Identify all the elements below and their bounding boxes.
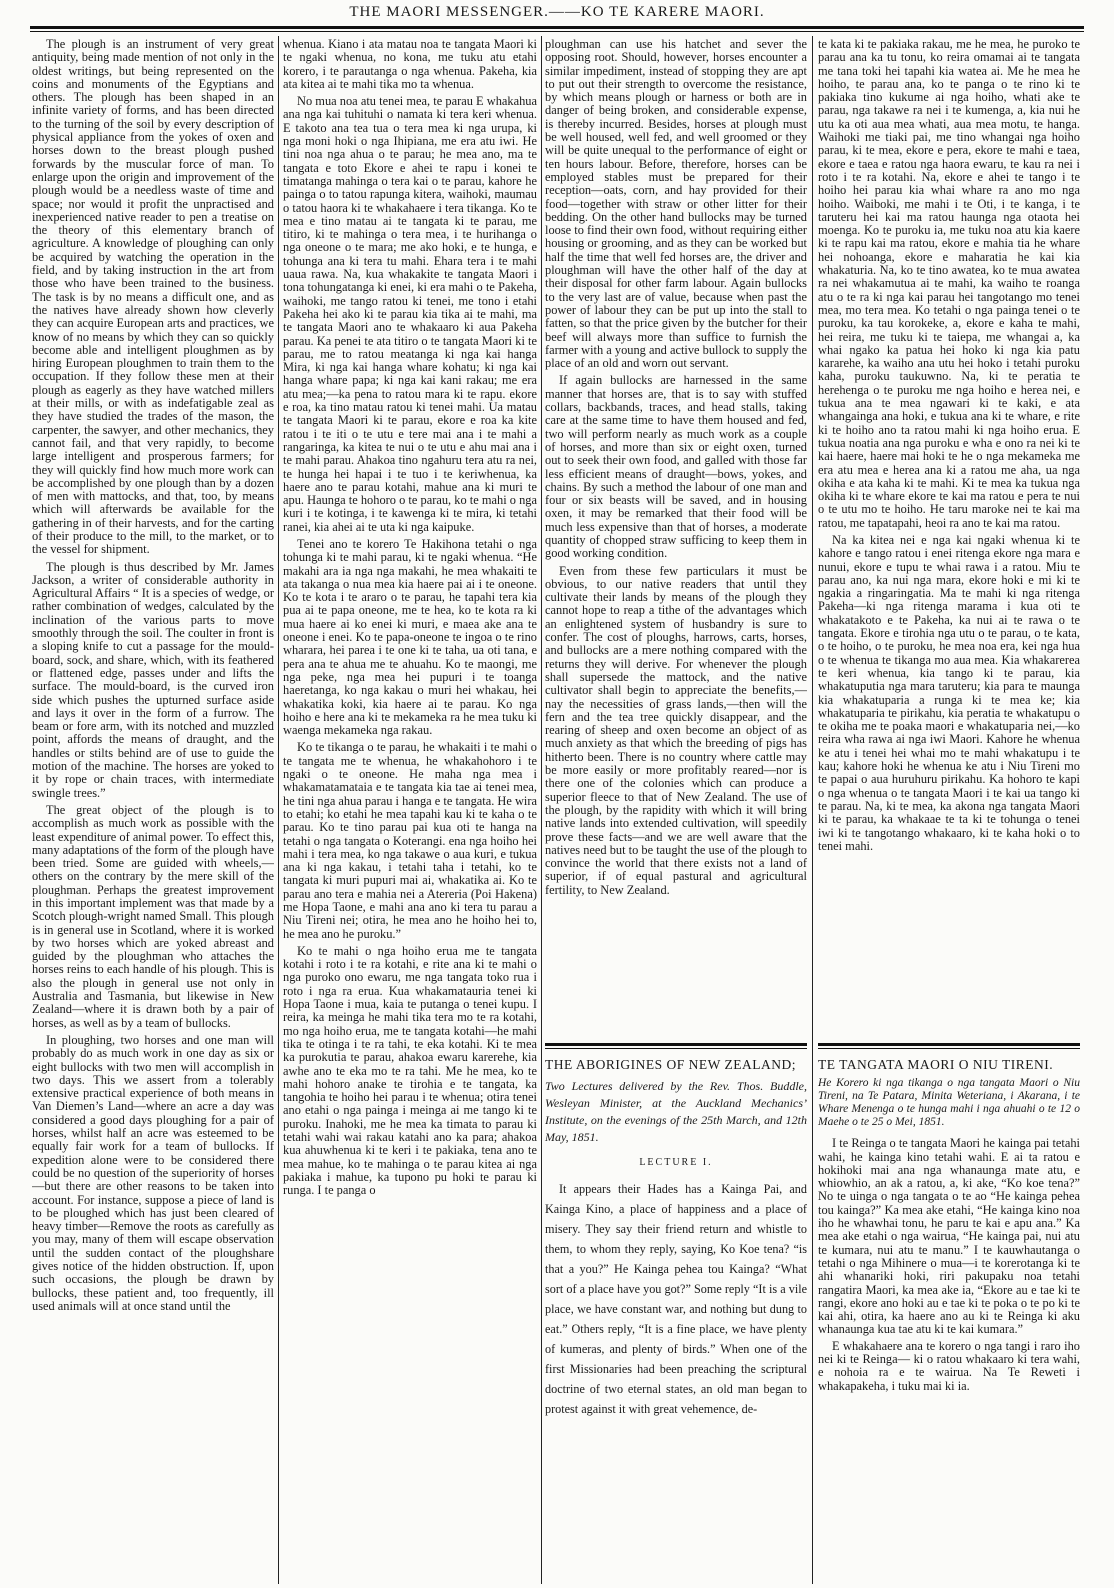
tangata-maori-article (818, 1058, 1080, 1393)
paragraph: Na ka kitea nei e nga kai ngaki whenua ki te kahore e tango ratou i enei ritenga ekore nga mara e nunui, ekore e tupu te whai rawa i a ratou. Miu te parau ano, ka nui nga mara, ekore hoki e mi ki te ngakia a ringaringatia. Ma te mahi ki nga ritenga Pakeha—ki nga ritenga marama i kua oti te whakatakoto e te Pakeha, ka nui ai te rawa o te tangata. Ekore e tirohia nga utu o te parau, o te kata, o te hoiho, o te puroku, he mea noa era, kei nga hua o te whenua te tikanga mo aua mea. Kia whakarerea te keri whenua, kia tango ki te parau, kia whakatuputia nga mara taruteru; kia para te maunga kia whakatuparia a runga ki te mea ke; kia whakatuparia te pirikahu, kia peratia te whakatupu o te okiha me te poaka maori e whakatuparia nei,—ko reira wha rawa ai nga iwi Maori. Kahore he whenua ke atu i tenei hei whai mo te mahi whakatupu i te kau; kahore hoki he whenua ke atu i Niu Tireni mo te papai o aua huruhuru pirikahu. Ka hohoro te kapi o nga whenua o te tangata Maori i te kai ua tango ki te parau. Na, ki te mea, ka akona nga tangata Maori ki te parau, ka whakaae te ta ki te tohunga o tenei iwi ki te tangotango whakaaro, ki te kaha hoki o to tenei mahi. (818, 532, 1080, 853)
column-2-maori-plough (283, 38, 537, 1583)
paragraph: Even from these few particulars it must be obvious, to our native readers that until they cultivate their lands by means of the plough they cannot hope to reap a tithe of the advantages which an enlightened system of husbandry is sure to confer. The cost of ploughs, harrows, carts, horses, and bullocks are a mere nothing compared with the returns they will derive. For whenever the plough shall supersede the mattock, and the native cultivator shall begin to appreciate the benefits,—nay the necessities of grass lands,—then will the fern and the tea tree quickly disappear, and the rearing of sheep and oxen become an object of as much anxiety as that which the breeding of pigs has hitherto been. There is no country where cattle may be more easily or more profitably reared—nor is there one of the colonies which can produce a superior fleece to that of New Zealand. The use of the plough, by the rapidity with which it will bring native lands into extended cultivation, will speedily prove these facts—and we are well aware that the natives need but to be taught the use of the plough to convince the world that there exists not a land of superior, if of equal pastural and agricultural fertility, to New Zealand. (545, 563, 807, 897)
paragraph: In ploughing, two horses and one man will probably do as much work in one day as six or eight bullocks with two men will accomplish in two days. This we assert from a tolerably extensive practical experience of both means in Van Diemen’s Land—where an acre a day was considered a good days ploughing for a pair of horses, whilst half an acre was esteemed to be equally fair work for a team of bullocks. If expedition alone were to be considered there could be no question of the superiority of horses—but there are other reasons to be taken into account. For instance, suppose a piece of land is to be ploughed which has just been cleared of heavy timber—Remove the roots as carefully as you may, many of them will escape observation until the sudden contact of the ploughshare gives notice of the hidden obstruction. If, upon such occasions, the plough be drawn by bullocks, these patient and, too frequently, ill used animals will at once stand until the (32, 1032, 274, 1313)
paragraph: The great object of the plough is to accomplish as much work as possible with the least expenditure of animal power. To effect this, many adaptations of the form of the plough have been tried. Some are guided with wheels,—others on the contrary by the mere skill of the ploughman. Perhaps the greatest improvement in this important implement was that made by a Scotch plough-wright named Small. This plough is in general use in Scotland, where it is worked by two horses which are yoked abreast and guided by the ploughman who attaches the horses reins to each handle of his plough. This is also the plough in general use not only in Australia and Tasmania, but likewise in New Zealand—where it is drawn both by a pair of horses, as well as by a team of bullocks. (32, 802, 274, 1030)
paragraph: I te Reinga o te tangata Maori he kainga pai tetahi wahi, he kainga kino tetahi wahi. E ai ta ratou e hokihoki mai ana nga whanaunga mate atu, e whiowhio, an ak a ratou, a, ki ake, “Ko koe tena?” No te uinga o nga tangata o te ao “He kainga pehea tou kainga?” Ka mea ake etahi, “He kainga kino noa iho he whawhai tonu, he paru te kai e apu ana.” Ka mea ake etahi o nga wairua, “He kainga pai, nui atu te kumara, nui atu te manu.” I te kauwhautanga o tetahi o nga Mihinere o mua—i te korerotanga ki te ahi whanariki hoki, riri pakupaku noa tetahi rangatira Maori, ka mea ake ia, “Ekore au e tae ki te rangi, ekore ano hoki au e tae ki te poka o te po ki te kai ahi, otira, ka haere ano au ki te Reinga ki aku whanaunga kua tae atu ki te kai kumara.” (818, 1136, 1080, 1337)
column-4-maori-plough-cont (818, 38, 1080, 1038)
aborigines-lecture-article (545, 1058, 807, 1419)
paragraph: Ko te tikanga o te parau, he whakaiti i te mahi o te tangata me te whenua, he whakahohoro i te ngaki o te oneone. He maha nga mea i whakamatamataia e te tangata kia tae ai tenei mea, he tini nga ahua parau i hanga e te tangata. He wira to etahi; ko etahi he mea tapahi kau ki te kaha o te parau. Ko te tino parau pai kua oti te hanga na tetahi o nga tangata o Koterangi. ena nga hoiho hei mahi i tera mea, ko nga takawe o aua kuri, e tukua ana ki nga kakau, i tetahi taha i tetahi, ko te tangata ki muri pupuri mai ai, whakatika ai. Ko te parau ano tera e mahia nei a Atereria (Poi Hakena) me Hopa Taone, e mahi ana ano ki tera tu parau a Niu Tireni nei; otira, he mea ano he hoiho hei to, he mea ano he puroku.” (283, 740, 537, 941)
section-rule-thick (818, 1043, 1080, 1046)
masthead-rule-thick (30, 26, 1084, 29)
column-3-english-plough-cont (545, 38, 807, 1038)
column-divider-2 (541, 36, 542, 1584)
paragraph: It appears their Hades has a Kainga Pai, and Kainga Kino, a place of happiness and a place of misery. They say their friend return and whistle to them, to whom they reply, saying, Ko Koe tena? “is that a you?” He Kainga pehea tou Kainga? “What sort of a place have you got?” Some reply “It is a vile place, we have constant war, and nothing but dung to eat.” Others reply, “It is a fine place, we have plenty of kumeras, and plenty of birds.” When one of the first Missionaries had been preaching the scriptural doctrine of two eternal states, an old man began to protest against it with great vehemence, de- (545, 1182, 807, 1416)
column-divider-1 (278, 36, 279, 1584)
paragraph: whenua. Kiano i ata matau noa te tangata Maori ki te ngaki whenua, no kona, me tuku atu etahi korero, i te parautanga o nga whenua. Pakeha, kia ata kitea ai te mahi tika mo ta whenua. (283, 38, 537, 91)
paragraph: No mua noa atu tenei mea, te parau E whakahua ana nga kai tuhituhi o namata ki tera keri whenua. E takoto ana tea tua o tera mea ki nga urupa, ki nga moni hoki o nga Ihipiana, me era atu iwi. He tini noa nga ahua o te parau; he mea ano, ma te tangata e toto Ekore e ahei te rapu i konei te timatanga mahinga o tera kai o te parau, kahore he painga o to tatou rapunga kitera, waihoki, maumau o tatou haora ki te whakahaere i tera tikanga. Ko te mea e tino matau ai te tangata ki te parau, me titiro, ki te mahinga o tera mea, i te hurihanga o nga oneone o te mara; me ako hoki, e te hunga, e tohunga ana ki tera tu mahi. Ehara tera i te mahi uaua rawa. Na, kua whakakite te tangata Maori i tona tohungatanga ki enei, ki era mahi o te Pakeha, waihoki, me tango ratou ki tenei, me tono i etahi Pakeha hei ako ki te parau kia tika ai te mahi, ma te tangata Maori ano te whakaaro ki aua Pakeha parau. Ka penei te ata titiro o te tangata Maori ki te parau, me to ratou meatanga ki nga kai hanga Mira, ki nga kai hanga whare kohatu; ki nga kai hanga whare papa; ki nga kai kani rakau; me era atu mea;—ka pena to ratou mara ki te rapu. ekore e roa, ka tino matau ratou ki tenei mahi. Ua matau te tangata Maori ki te parau, ekore e roa ka kite ratou i te iti o te utu e tere mai ana i te mahi a rangaringa, ka kitea te nui o te utu e ahu mai ana i te mahi parau. Ahakoa tino ngahuru tera atu ra nei, te hunga hei hapai i te tuo i te keriwhenua, ka haere ano te parau kotahi, mahue ana ki muri te apu. Haunga te hohoro o te parau, ko te mahi o nga kuri i te kotinga, i te kawenga ki te mira, ki tetahi ranei, kia ahei ai te uta ki nga kaipuke. (283, 94, 537, 534)
paragraph: The plough is thus described by Mr. James Jackson, a writer of considerable authority in Agricultural Affairs “ It is a species of wedge, or rather combination of wedges, calculated by the inclination of the various parts to move smoothly through the soil. The coulter in front is a sloping knife to cut a passage for the mould-board, sock, and share, which, with its feathered or flattened edge, passes under and lifts the surface. The mould-board, is the curved iron side which pushes the upturned surface aside and lays it over in the form of a furrow. The beam or fore arm, with its notched and muzzled point, affords the means of draught, and the handles or stilts behind are of use to guide the motion of the machine. The horses are yoked to it by rope or chain traces, with intermediate swingle trees.” (32, 559, 274, 800)
paragraph: Ko te mahi o nga hoiho erua me te tangata kotahi i roto i te ra kotahi, e rite ana ki te mahi o nga puroko ono ewaru, me nga tangata toko rua i roto i nga ra erua. Kua whakamatauria tenei ki Hopa Taone i mua, kaia te putanga o tenei kupu. I reira, ka meinga he mahi tika tera mo te ra kotahi, mo nga hoiho erua, me te tangata kotahi—he mahi tika te otinga i te ra tahi, te eka kotahi. Ki te mea ka purokutia te parau, ahakoa ewaru karerehe, kia awhe ano te eka mo te ra tahi. Me he mea, ko te mahi hohoro anake te tirohia e te tangata, ka tangohia te hoiho hei parau i te whenua; otira tenei ano etahi o nga painga i meinga ai me tango ki te puroku. Inahoki, me he mea ka timata to parau ki tetahi wahi wai rakau katahi ano ka para; ahakoa kua ahuwhenua ki te keri i te pakiaka, tena ano te mea mahue, ko te mahinga o te parau kitea ai nga pakiaka i mahue, ka tupono pu hoki te parau ki runga. I te panga o (283, 943, 537, 1198)
section-rule-thin (545, 1048, 807, 1049)
masthead-rule-thin (30, 31, 1084, 32)
paragraph: The plough is an instrument of very great antiquity, being made mention of not only in the oldest writings, but being represented on the coins and monuments of the Egyptians and others. The plough has been shaped in an infinite variety of forms, and has been directed to the turning of the soil by every description of physical appliance from the yokes of oxen and horses down to the breast plough pushed forwards by the muscular force of man. To enlarge upon the origin and improvement of the plough would be a needless waste of time and space; nor would it profit the unpractised and inexperienced native reader to pen a treatise on the theory of this elementary branch of agriculture. A knowledge of ploughing can only be acquired by watching the operation in the field, and by taking instruction in the art from those who have been trained to the business. The task is by no means a difficult one, and as the natives have already shown how cleverly they can acquire European arts and practices, we know of no means by which they can so quickly become able and intelligent ploughmen as by hiring European ploughmen to train them to the occupation. If they follow these men at their plough as eagerly as they have watched millers at their mills, or with as indefatigable zeal as they have studied the trades of the mason, the carpenter, the sawyer, and other mechanics, they cannot fail, and that very rapidly, to become large intelligent and prosperous farmers; for they will quickly find how much more work can be accomplished by one plough than by a dozen of men with mattocks, and that, too, by means which will afterwards be available for the gathering in of their harvests, and for the carting of their produce to the mill, to the market, or to the vessel for shipment. (32, 38, 274, 557)
article-subtitle: He Korero ki nga tikanga o nga tangata Maori o Niu Tireni, na Te Patara, Minita Weteriana, i Akarana, i te Whare Menenga o te hunga mahi i nga ahuahi o te 12 o Maehe o te 25 o Mei, 1851. (818, 1077, 1080, 1129)
section-rule-thick (545, 1043, 807, 1046)
lecture-heading: LECTURE I. (639, 1156, 713, 1168)
section-rule-thin (818, 1048, 1080, 1049)
paragraph: te kata ki te pakiaka rakau, me he mea, he puroko te parau ana ka tu tonu, ko reira omamai ai te tangata me tana toki hei tapahi kia watea ai. Me he mea he hoiho, te parau ana, ko te panga o te rino ki te pakiaka tino kukume ai nga hoiho, whati ake te parau, nga takawe ra nei i te kumenga, a, kia nui he utu ka oti aua mea whati, aua mea motu, te hanga. Waihoki me tiaki pai, me tino whangai nga hoiho parau, ki te mea, ekore e pera, ekore te mahi e taea, ekore e taea e ratou nga haora ewaru, te kau ra nei i roto i te ra kotahi. Na, ekore e ahei te tango i te hoiho hei parau kia whai whare ra ano mo nga hoiho. Waiboki, me mahi i te Oti, i te kanga, i te taruteru hei kai ma ratou haunga nga otaota hei moenga. Ko te puroku ia, me tuku noa atu kia kaere ki te rapu kai ma ratou, ekore e mahia tia he whare hei nohoanga, ekore e maharatia he kai kia whakaturia. Na, ko te tino awatea, ko te mua awatea ra nei whakamutua ai te mahi, ka waiho te roanga atu o te ra ki nga kai parau hei tangotango mo tenei mea, mo tera mea. Ko tetahi o nga painga tenei o te puroku, ka tau korokeke, a, ekore e kaha te mahi, hei reira, me tuku ki te taiepa, me whangai a, ka whai ngako ka patua hei hoko ki nga kia patu kararehe, ka waiho ana utu hei hoko i tetahi puroku kaha, puroku taukuwno. Na, ki te peratia te herehenga o te puroku me nga hoiho e herea nei, e tukua ana te mea ngawari ki te kaki, e ata whangainga ana hoki, e tukua ana ki te whare, e rite ki te hoiho ano ta ratou mahi ki nga hoiho erua. E tukua noatia ana nga puroku e wha e ono ra nei ki te kai haere, haere mai hoki te he o nga mekameka me era atu mea e herea ana ki a ratou me aha, ua nga okiha e ata kaha ki te mahi. Ki te mea ka tukua nga okiha ki te whare ekore te kai ma ratou e pera te nui o te utu mo te hoiho. He taru maroke nei te kai ma ratou, me tapatapahi, heoi ra ano te kai ma ratou. (818, 38, 1080, 530)
masthead: THE MAORI MESSENGER.——KO TE KARERE MAORI. (349, 4, 765, 20)
article-title: THE ABORIGINES OF NEW ZEALAND; (545, 1057, 796, 1072)
paragraph: If again bullocks are harnessed in the same manner that horses are, that is to say with stuffed collars, backbands, traces, and head stalls, taking care at the same time to have them housed and fed, two will perform nearly as much work as a couple of horses, and more than six or eight oxen, turned out to seek their own food, and galled with those far less efficient means of draught—bows, yokes, and chains. By such a method the labour of one man and four or six beasts will be saved, and in housing oxen, it may be remarked that their food will be much less expensive than that of horses, a moderate quantity of chopped straw sufficing to keep them in good working condition. (545, 373, 807, 561)
paragraph: ploughman can use his hatchet and sever the opposing root. Should, however, horses encounter a similar impediment, instead of stopping they are apt to put out their strength to overcome the resistance, by which means plough or harness or both are in danger of being broken, and considerable expense, is thereby incurred. Besides, horses at plough must be well housed, well fed, and well groomed or they will be quite unequal to the performance of eight or ten hours labour. Before, therefore, horses can be employed stables must be prepared for their reception—oats, corn, and hay provided for their food—together with straw or other litter for their bedding. On the other hand bullocks may be turned loose to find their own food, without requiring either housing or grooming, and as they can be worked but half the time that well fed horses are, the driver and ploughman will have the other half of the day at their disposal for other farm labour. Again bullocks to the very last are of value, because when past the power of labour they can be put up into the stall to fatten, so that the price given by the butcher for their beef will always more than suffice to furnish the farmer with a young and active bullock to supply the place of an old and worn out servant. (545, 38, 807, 371)
paragraph: Tenei ano te korero Te Hakihona tetahi o nga tohunga ki te mahi parau, ki te ngaki whenua. “He makahi ara ia nga nga makahi, he mea whakaiti te ata takanga o nua mea kia haere pai ai i te oneone. Ko te kota i te araro o te parau, he tapahi tera kia pua ai te papa oneone, me te hea, ko te kota ra ki mua haere ai ko enei ki muri, e maea ake ana te oneone i enei. Ko te papa-oneone te ingoa o te rino wharara, hei parea i te one ki te taha, ua oti tana, e pera ana te ahua me te ahuahu. Ko te maongi, me nga peke, nga mea hei pupuri i te toanga haeretanga, ko nga kakau o muri hei whakau, hei whakatika koki, kia haere ai te parau. Ko nga hoiho e here ana ki te mekameka ra he mea tuku ki waenga mekameka nga rakau. (283, 536, 537, 738)
column-1-english-plough (32, 38, 274, 1583)
column-divider-3 (812, 36, 813, 1584)
article-subtitle: Two Lectures delivered by the Rev. Thos. Buddle, Wesleyan Minister, at the Auckland Mechanics’ Institute, on the evenings of the 25th March, and 12th May, 1851. (545, 1078, 807, 1144)
article-title: TE TANGATA MAORI O NIU TIRENI. (818, 1057, 1054, 1072)
paragraph: E whakahaere ana te korero o nga tangi i raro iho nei ki te Reinga— ki o ratou whakaaro ki tera wahi, e nohoia ra e te wairua. Na Te Reweti i whakapakeha, i tuku mai ki ia. (818, 1338, 1080, 1393)
